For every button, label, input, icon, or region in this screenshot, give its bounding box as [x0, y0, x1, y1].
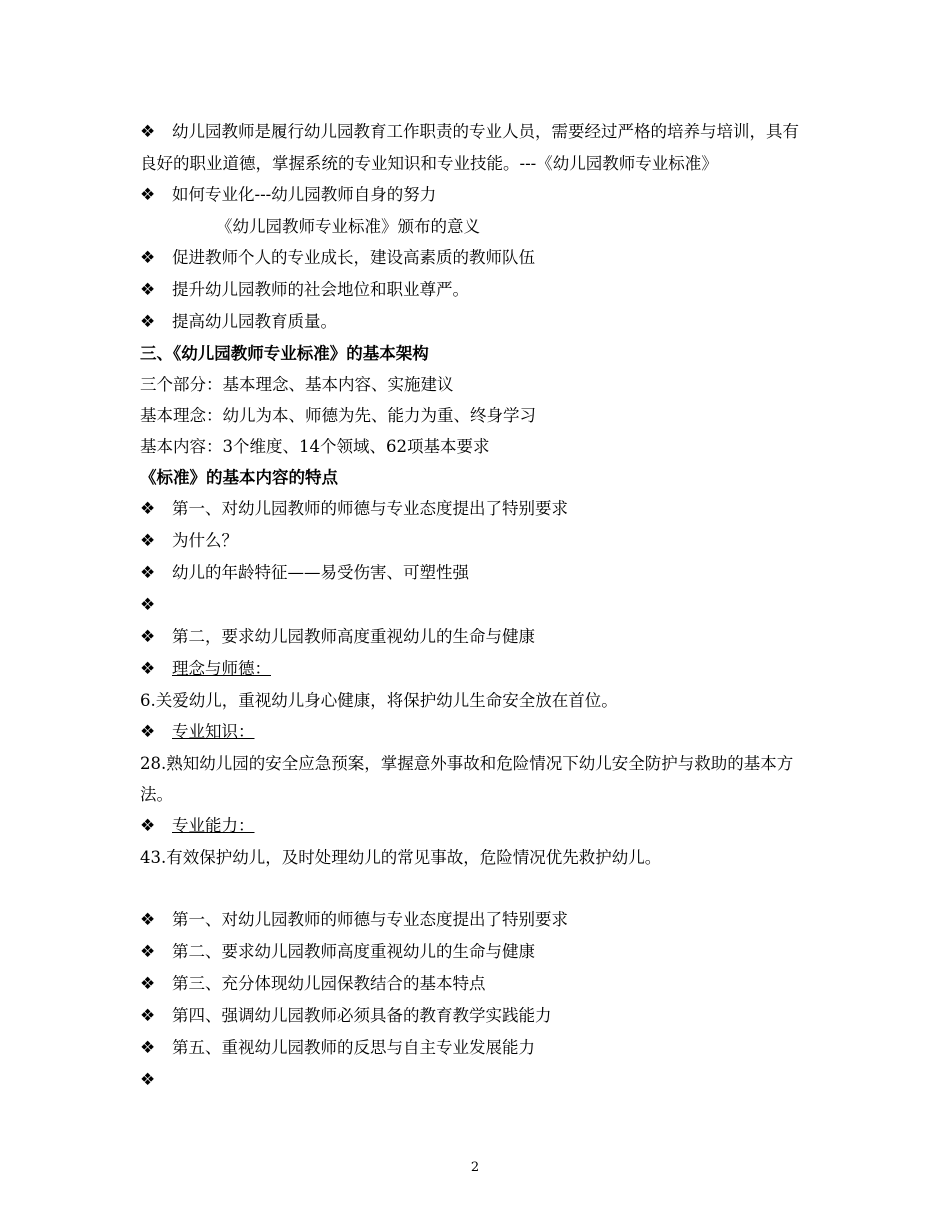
paragraph	[140, 493, 815, 525]
page-content	[140, 116, 815, 1096]
paragraph	[140, 274, 815, 306]
paragraph	[140, 968, 815, 1000]
paragraph: 43.有效保护幼儿，及时处理幼儿的常见事故，危险情况优先救护幼儿。	[140, 848, 662, 867]
paragraph-text: 第一、对幼儿园教师的师德与专业态度提出了特别要求	[172, 499, 568, 518]
bullet-icon: ❖	[140, 910, 156, 930]
bullet-icon: ❖	[140, 627, 156, 647]
paragraph	[140, 306, 815, 338]
bullet-icon: ❖	[140, 942, 156, 962]
paragraph: 基本理念：幼儿为本、师德为先、能力为重、终身学习	[140, 406, 536, 425]
paragraph-text: 促进教师个人的专业成长，建设高素质的教师队伍	[172, 248, 535, 267]
paragraph: 28.熟知幼儿园的安全应急预案，掌握意外事故和危险情况下幼儿安全防护与救助的基本方法。	[140, 754, 794, 804]
paragraph-text: 提高幼儿园教育质量。	[172, 312, 337, 331]
paragraph: 6.关爱幼儿，重视幼儿身心健康，将保护幼儿生命安全放在首位。	[140, 691, 618, 710]
subheading-underlined: 专业能力：	[172, 816, 255, 835]
paragraph	[140, 242, 815, 274]
paragraph-text: 如何专业化---幼儿园教师自身的努力	[172, 185, 437, 204]
paragraph	[140, 116, 815, 179]
paragraph	[140, 211, 815, 242]
paragraph-text: 第五、重视幼儿园教师的反思与自主专业发展能力	[172, 1038, 535, 1057]
section-heading: 《标准》的基本内容的特点	[140, 468, 338, 487]
paragraph	[140, 179, 815, 211]
paragraph	[140, 1000, 815, 1032]
paragraph-text: 幼儿的年龄特征——易受伤害、可塑性强	[172, 563, 469, 582]
paragraph	[140, 525, 815, 557]
paragraph	[140, 1032, 815, 1064]
section-heading: 三、《幼儿园教师专业标准》的基本架构	[140, 344, 429, 363]
paragraph-text: 第一、对幼儿园教师的师德与专业态度提出了特别要求	[172, 910, 568, 929]
paragraph-text: 第三、充分体现幼儿园保教结合的基本特点	[172, 974, 486, 993]
paragraph	[140, 557, 815, 589]
paragraph-text: 第二、要求幼儿园教师高度重视幼儿的生命与健康	[172, 942, 535, 961]
paragraph	[140, 904, 815, 936]
paragraph	[140, 653, 815, 685]
paragraph-text: 为什么？	[172, 531, 238, 550]
blank-line	[140, 873, 815, 904]
bullet-icon: ❖	[140, 122, 156, 142]
paragraph-text: 提升幼儿园教师的社会地位和职业尊严。	[172, 280, 469, 299]
bullet-icon: ❖	[140, 974, 156, 994]
bullet-icon: ❖	[140, 1006, 156, 1026]
bullet-icon: ❖	[140, 1038, 156, 1058]
subheading-underlined: 专业知识：	[172, 722, 255, 741]
subheading-underlined: 理念与师德：	[172, 659, 271, 678]
bullet-icon: ❖	[140, 280, 156, 300]
bullet-icon: ❖	[140, 659, 156, 679]
bullet-icon: ❖	[140, 1070, 156, 1090]
paragraph-text: 幼儿园教师是履行幼儿园教育工作职责的专业人员，需要经过严格的培养与培训，具有良好的职业道德，掌握系统的专业知识和专业技能。---《幼儿园教师专业标准》	[140, 122, 799, 173]
bullet-icon: ❖	[140, 816, 156, 836]
bullet-icon: ❖	[140, 248, 156, 268]
paragraph	[140, 621, 815, 653]
paragraph	[140, 716, 815, 748]
paragraph-text: 《幼儿园教师专业标准》颁布的意义	[216, 217, 480, 236]
bullet-icon: ❖	[140, 499, 156, 519]
bullet-icon: ❖	[140, 312, 156, 332]
bullet-icon: ❖	[140, 185, 156, 205]
empty-bullet	[140, 1064, 815, 1096]
bullet-icon: ❖	[140, 722, 156, 742]
paragraph-text: 第二，要求幼儿园教师高度重视幼儿的生命与健康	[172, 627, 535, 646]
page-number: 2	[470, 1160, 480, 1175]
bullet-icon: ❖	[140, 563, 156, 583]
bullet-icon: ❖	[140, 531, 156, 551]
empty-bullet	[140, 589, 815, 621]
bullet-icon: ❖	[140, 595, 156, 615]
paragraph: 基本内容：3个维度、14个领域、62项基本要求	[140, 437, 490, 456]
paragraph	[140, 810, 815, 842]
paragraph	[140, 936, 815, 968]
paragraph-text: 第四、强调幼儿园教师必须具备的教育教学实践能力	[172, 1006, 552, 1025]
paragraph: 三个部分：基本理念、基本内容、实施建议	[140, 375, 454, 394]
